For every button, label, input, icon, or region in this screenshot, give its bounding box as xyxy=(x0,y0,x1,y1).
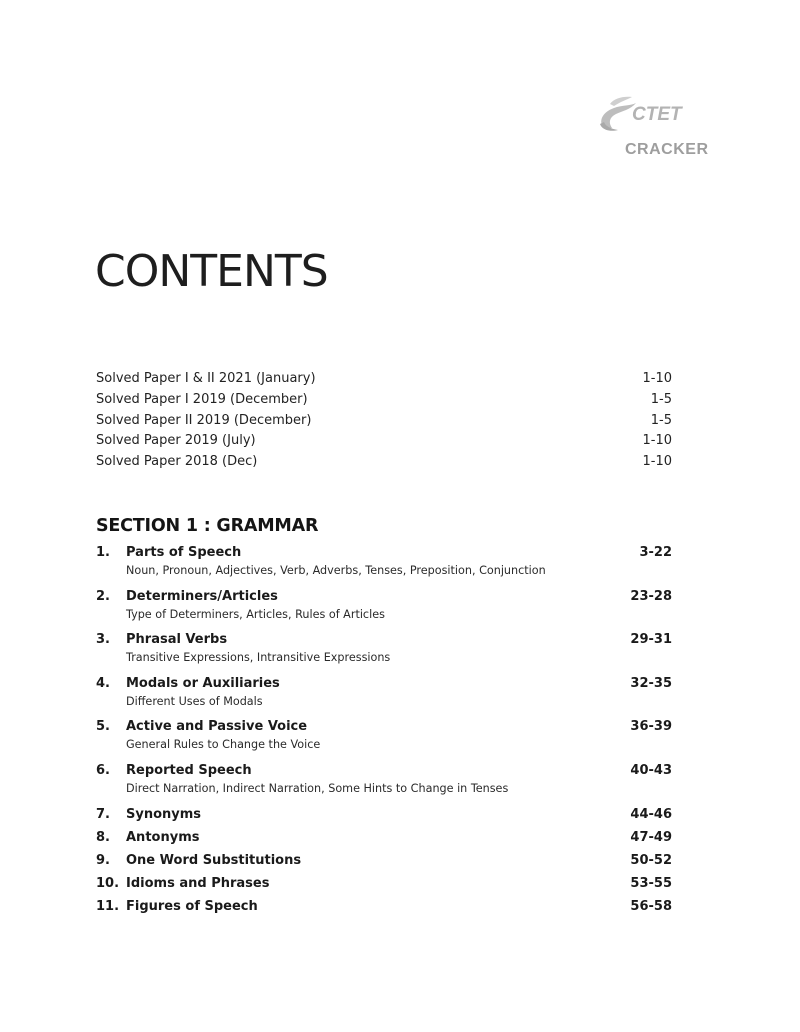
chapter-number: 4. xyxy=(96,675,110,691)
section-heading: SECTION 1 : GRAMMAR xyxy=(96,516,319,536)
solved-paper-pages: 1-10 xyxy=(642,433,672,449)
chapter-subtopics: General Rules to Change the Voice xyxy=(126,738,321,752)
solved-paper-pages: 1-5 xyxy=(650,412,672,428)
chapter-title: Reported Speech xyxy=(126,762,252,778)
chapter-entry xyxy=(96,543,672,587)
solved-paper-row xyxy=(96,452,672,473)
chapter-title: Synonyms xyxy=(126,806,202,822)
solved-paper-row xyxy=(96,431,672,452)
chapter-entry xyxy=(96,674,672,718)
solved-paper-label: Solved Paper I 2019 (December) xyxy=(96,391,308,407)
chapter-pages: 44-46 xyxy=(630,806,672,822)
chapter-title: Parts of Speech xyxy=(126,545,242,560)
chapter-title: Active and Passive Voice xyxy=(126,719,308,735)
chapter-number: 10. xyxy=(96,876,120,892)
solved-paper-pages: 1-5 xyxy=(650,391,672,407)
chapter-title: Determiners/Articles xyxy=(126,588,278,604)
chapter-number: 7. xyxy=(96,806,110,822)
chapter-number: 5. xyxy=(96,719,110,735)
solved-paper-label: Solved Paper II 2019 (December) xyxy=(96,412,312,428)
solved-paper-row xyxy=(96,411,672,432)
chapter-number: 9. xyxy=(96,852,110,868)
chapter-subtopics: Noun, Pronoun, Adjectives, Verb, Adverbs, Tenses, Preposition, Conjunction xyxy=(126,564,546,577)
chapter-pages: 50-52 xyxy=(630,852,672,868)
solved-paper-pages: 1-10 xyxy=(642,371,672,386)
chapter-entry xyxy=(96,897,672,920)
chapter-pages: 56-58 xyxy=(630,899,672,915)
chapter-entry xyxy=(96,761,672,805)
chapter-subtopics: Type of Determiners, Articles, Rules of Articles xyxy=(126,607,385,621)
chapter-entry xyxy=(96,717,672,761)
chapter-entry xyxy=(96,805,672,828)
solved-paper-label: Solved Paper I & II 2021 (January) xyxy=(96,371,316,386)
solved-paper-label: Solved Paper 2019 (July) xyxy=(96,433,256,449)
chapter-entry xyxy=(96,874,672,897)
chapter-pages: 53-55 xyxy=(630,876,672,892)
solved-paper-row xyxy=(96,369,672,390)
chapter-number: 11. xyxy=(96,899,120,915)
chapter-pages: 29-31 xyxy=(630,632,672,648)
chapter-pages: 36-39 xyxy=(630,719,672,735)
chapter-pages: 23-28 xyxy=(630,588,672,604)
chapter-title: Figures of Speech xyxy=(126,899,258,915)
solved-paper-row xyxy=(96,390,672,411)
chapter-entry xyxy=(96,851,672,874)
chapter-subtopics: Transitive Expressions, Intransitive Expressions xyxy=(126,651,391,665)
chapter-number: 6. xyxy=(96,762,110,778)
chapter-number: 1. xyxy=(96,545,110,560)
chapter-entry xyxy=(96,828,672,851)
chapter-entry xyxy=(96,587,672,631)
chapter-pages: 47-49 xyxy=(630,829,672,845)
chapter-title: One Word Substitutions xyxy=(126,852,302,868)
chapter-title: Antonyms xyxy=(126,829,200,845)
chapter-subtopics: Direct Narration, Indirect Narration, Some Hints to Change in Tenses xyxy=(126,781,509,795)
chapter-number: 8. xyxy=(96,829,110,845)
ctet-cracker-logo xyxy=(596,94,716,164)
chapter-pages: 32-35 xyxy=(630,675,672,691)
chapter-number: 3. xyxy=(96,632,110,648)
chapter-title: Phrasal Verbs xyxy=(126,632,228,648)
logo-wordmark: CTET xyxy=(632,104,682,125)
solved-papers-list xyxy=(96,369,672,473)
chapter-subtopics: Different Uses of Modals xyxy=(126,694,263,708)
chapter-number: 2. xyxy=(96,588,110,604)
solved-paper-label: Solved Paper 2018 (Dec) xyxy=(96,454,258,470)
page-title: CONTENTS xyxy=(95,246,328,297)
chapter-title: Modals or Auxiliaries xyxy=(126,675,280,691)
chapter-pages: 3-22 xyxy=(639,545,672,560)
solved-paper-pages: 1-10 xyxy=(642,454,672,470)
chapter-list xyxy=(96,543,672,921)
chapter-title: Idioms and Phrases xyxy=(126,876,270,892)
logo-subtitle: CRACKER xyxy=(625,141,709,158)
chapter-pages: 40-43 xyxy=(630,762,672,778)
chapter-entry xyxy=(96,630,672,674)
